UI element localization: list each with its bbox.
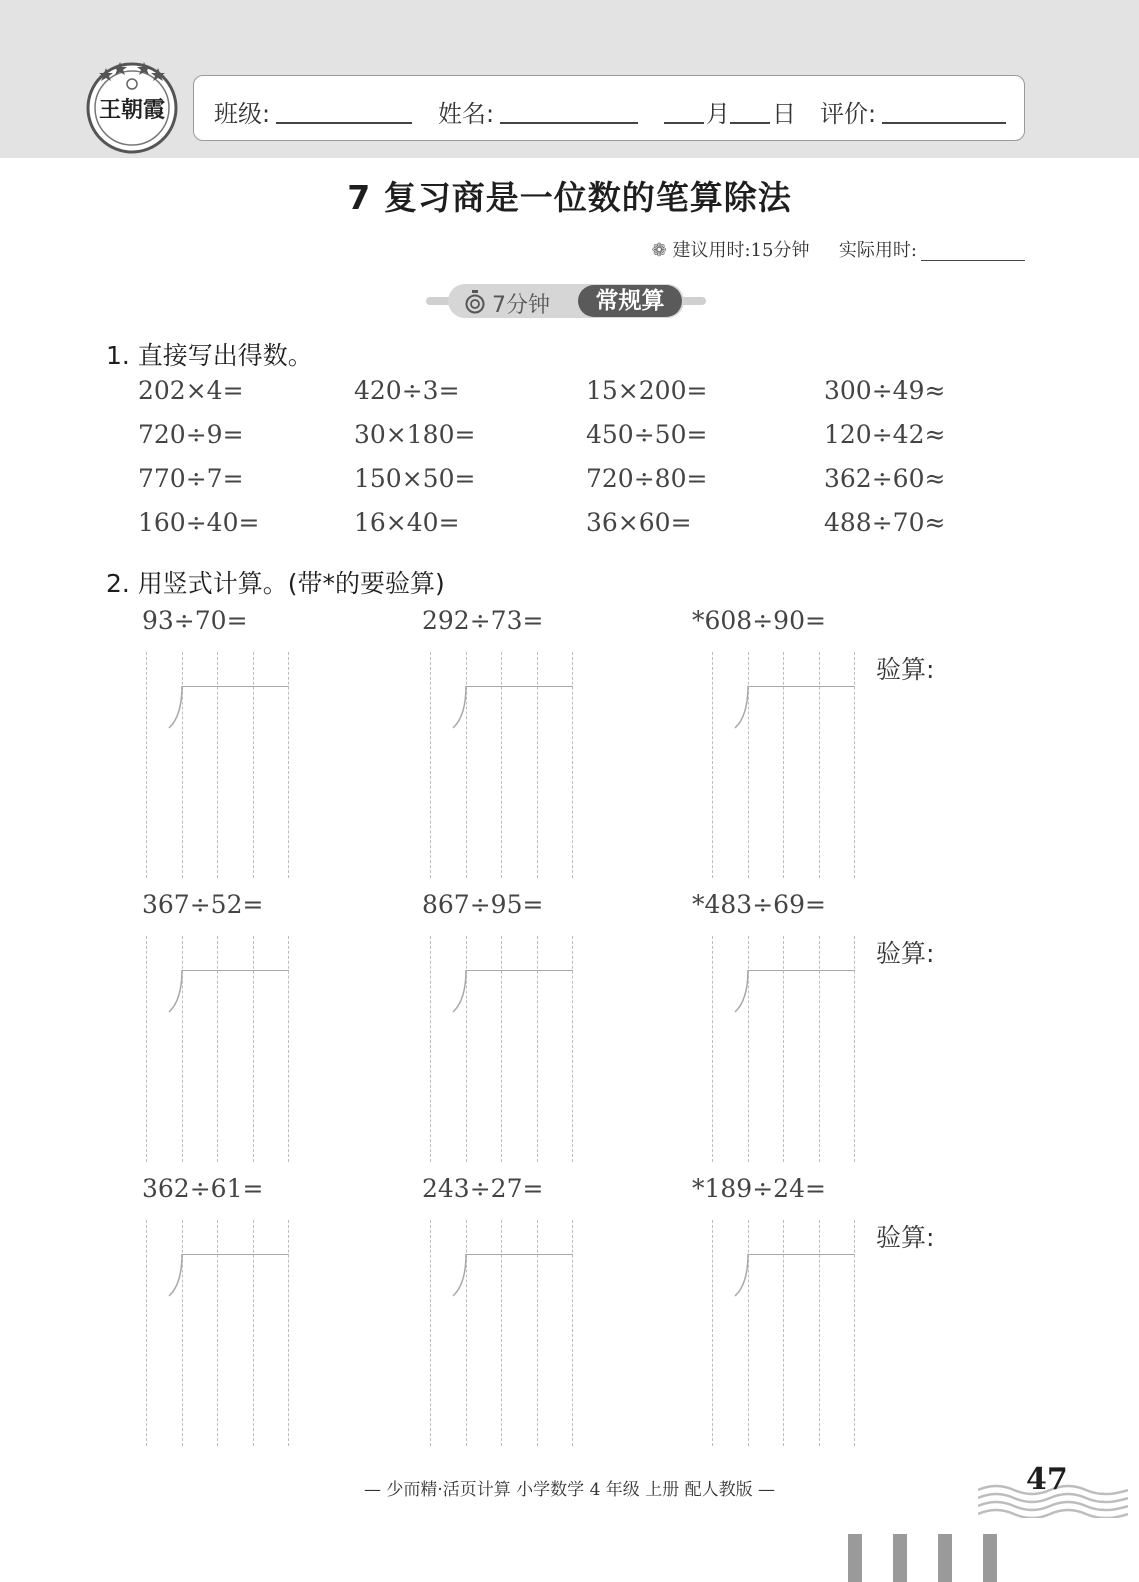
evaluation-input-line[interactable] xyxy=(882,122,1006,124)
division-bracket-bar xyxy=(466,970,573,971)
section-banner xyxy=(426,284,706,318)
long-division-problem: 867÷95= xyxy=(422,890,544,919)
footer-bar xyxy=(938,1534,952,1582)
oral-problem: 30×180= xyxy=(354,420,476,449)
division-bracket-curve xyxy=(452,1254,468,1298)
month-label: 月 xyxy=(706,100,730,128)
oral-problem: 362÷60≈ xyxy=(824,464,946,493)
page-title: 7 复习商是一位数的笔算除法 xyxy=(347,178,792,217)
long-division-problem: 367÷52= xyxy=(142,890,264,919)
long-division-problem: *608÷90= xyxy=(692,606,826,635)
oral-problem: 16×40= xyxy=(354,508,460,537)
work-grid-line xyxy=(430,936,431,1162)
long-division-problem: *189÷24= xyxy=(692,1174,826,1203)
work-grid-line xyxy=(146,652,147,878)
q2-heading: 2. 用竖式计算。(带*的要验算) xyxy=(106,569,445,598)
verification-label: 验算: xyxy=(876,655,935,684)
brand-logo-text: 王朝霞 xyxy=(98,97,165,123)
oral-problem: 160÷40= xyxy=(138,508,260,537)
division-bracket-curve xyxy=(734,1254,750,1298)
long-division-problem: 93÷70= xyxy=(142,606,248,635)
footer-bar xyxy=(893,1534,907,1582)
work-grid-line xyxy=(430,652,431,878)
division-bracket-bar xyxy=(466,686,573,687)
division-bracket-bar xyxy=(466,1254,573,1255)
long-division-problem: 292÷73= xyxy=(422,606,544,635)
class-input-line[interactable] xyxy=(276,122,412,124)
division-bracket-bar xyxy=(748,970,855,971)
work-grid-line xyxy=(712,652,713,878)
oral-problem: 120÷42≈ xyxy=(824,420,946,449)
oral-problem: 770÷7= xyxy=(138,464,244,493)
oral-problem: 150×50= xyxy=(354,464,476,493)
clock-icon: ❁ xyxy=(651,240,667,261)
division-bracket-curve xyxy=(168,686,184,730)
oral-problem: 450÷50= xyxy=(586,420,708,449)
page-number: 47 xyxy=(1026,1462,1068,1497)
class-label: 班级: xyxy=(214,100,271,128)
work-grid-line xyxy=(146,1220,147,1446)
footer-bar xyxy=(983,1534,997,1582)
banner-time: 7分钟 xyxy=(492,293,550,318)
division-bracket-curve xyxy=(452,686,468,730)
name-input-line[interactable] xyxy=(500,122,638,124)
division-bracket-curve xyxy=(168,1254,184,1298)
month-input-line[interactable] xyxy=(664,122,704,124)
footer-text: — 少而精·活页计算 小学数学 4 年级 上册 配人教版 — xyxy=(363,1480,776,1500)
division-bracket-bar xyxy=(182,970,289,971)
oral-problem: 488÷70≈ xyxy=(824,508,946,537)
name-label: 姓名: xyxy=(438,100,495,128)
long-division-problem: 243÷27= xyxy=(422,1174,544,1203)
day-label: 日 xyxy=(772,100,796,128)
oral-problem: 15×200= xyxy=(586,376,708,405)
division-bracket-curve xyxy=(168,970,184,1014)
oral-problem: 720÷9= xyxy=(138,420,244,449)
division-bracket-bar xyxy=(182,686,289,687)
evaluation-label: 评价: xyxy=(820,100,877,128)
verification-label: 验算: xyxy=(876,939,935,968)
banner-tag: 常规算 xyxy=(578,285,682,317)
student-info-box xyxy=(193,75,1025,141)
division-bracket-bar xyxy=(748,686,855,687)
division-bracket-curve xyxy=(452,970,468,1014)
timing-info xyxy=(652,236,1025,262)
division-bracket-curve xyxy=(734,686,750,730)
oral-problem: 300÷49≈ xyxy=(824,376,946,405)
footer-bar xyxy=(848,1534,862,1582)
verification-label: 验算: xyxy=(876,1223,935,1252)
actual-time-label: 实际用时: xyxy=(838,240,917,261)
division-bracket-bar xyxy=(182,1254,289,1255)
stopwatch-icon xyxy=(464,290,486,314)
oral-problem: 420÷3= xyxy=(354,376,460,405)
actual-time-input-line[interactable] xyxy=(921,260,1025,261)
long-division-problem: *483÷69= xyxy=(692,890,826,919)
q1-heading: 1. 直接写出得数。 xyxy=(106,341,313,370)
work-grid-line xyxy=(712,1220,713,1446)
day-input-line[interactable] xyxy=(730,122,770,124)
oral-problem: 202×4= xyxy=(138,376,244,405)
work-grid-line xyxy=(430,1220,431,1446)
oral-problem: 36×60= xyxy=(586,508,692,537)
work-grid-line xyxy=(712,936,713,1162)
division-bracket-curve xyxy=(734,970,750,1014)
long-division-problem: 362÷61= xyxy=(142,1174,264,1203)
suggested-time: 建议用时:15分钟 xyxy=(672,240,810,261)
work-grid-line xyxy=(146,936,147,1162)
division-bracket-bar xyxy=(748,1254,855,1255)
oral-problem: 720÷80= xyxy=(586,464,708,493)
